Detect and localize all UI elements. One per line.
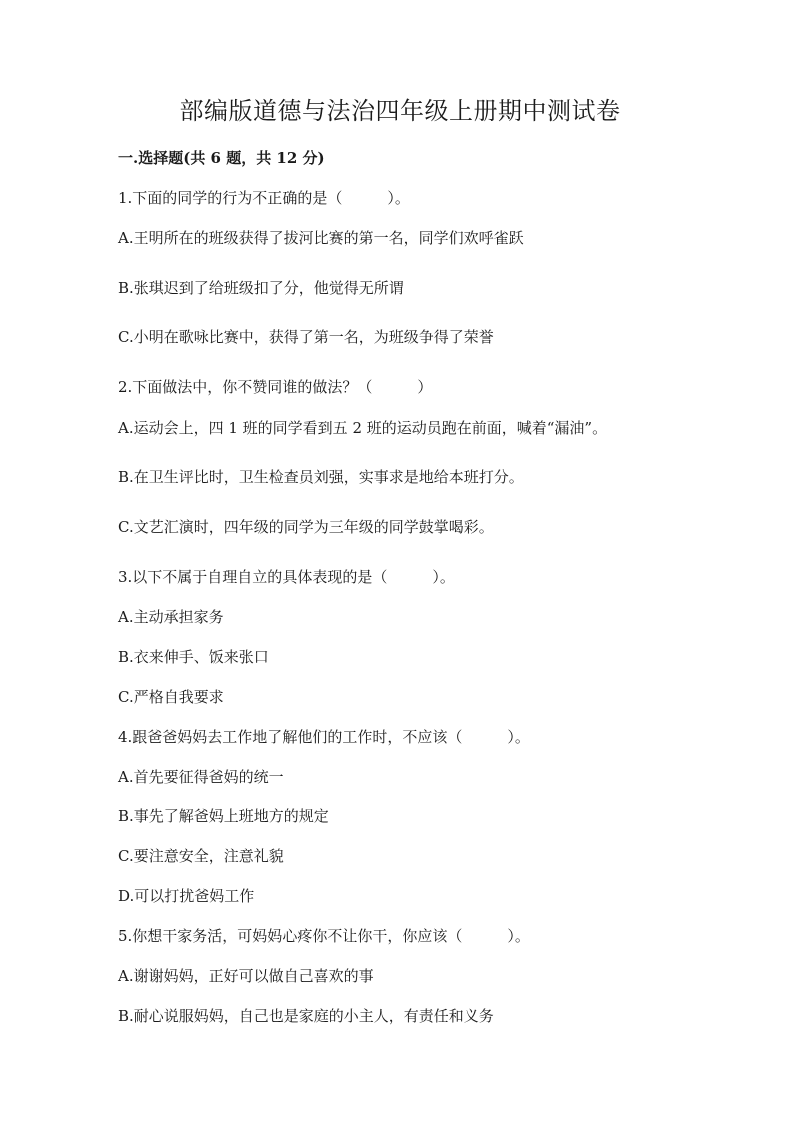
question-3: 3.以下不属于自理自立的具体表现的是（ ）。 xyxy=(118,568,455,586)
section-heading: 一.选择题(共 6 题，共 12 分) xyxy=(118,149,325,167)
question-4-option-a: A.首先要征得爸妈的统一 xyxy=(118,768,284,786)
question-5: 5.你想干家务活，可妈妈心疼你不让你干，你应该（ ）。 xyxy=(118,927,530,945)
question-5-option-b: B.耐心说服妈妈，自己也是家庭的小主人，有责任和义务 xyxy=(118,1007,494,1025)
question-4-option-b: B.事先了解爸妈上班地方的规定 xyxy=(118,807,329,825)
question-3-option-c: C.严格自我要求 xyxy=(118,688,224,706)
question-2-option-b: B.在卫生评比时，卫生检查员刘强，实事求是地给本班打分。 xyxy=(118,468,524,486)
question-3-option-a: A.主动承担家务 xyxy=(118,608,224,626)
question-5-option-a: A.谢谢妈妈，正好可以做自己喜欢的事 xyxy=(118,967,374,985)
question-2-option-c: C.文艺汇演时，四年级的同学为三年级的同学鼓掌喝彩。 xyxy=(118,518,494,536)
question-3-option-b: B.衣来伸手、饭来张口 xyxy=(118,648,269,666)
question-1-option-b: B.张琪迟到了给班级扣了分，他觉得无所谓 xyxy=(118,279,404,297)
question-1-option-a: A.王明所在的班级获得了拔河比赛的第一名，同学们欢呼雀跃 xyxy=(118,229,524,247)
question-4: 4.跟爸爸妈妈去工作地了解他们的工作时，不应该（ ）。 xyxy=(118,728,530,746)
page-title: 部编版道德与法治四年级上册期中测试卷 xyxy=(179,97,621,125)
question-2-option-a: A.运动会上，四 1 班的同学看到五 2 班的运动员跑在前面，喊着“漏油”。 xyxy=(118,419,608,437)
question-1-option-c: C.小明在歌咏比赛中，获得了第一名，为班级争得了荣誉 xyxy=(118,328,494,346)
question-2: 2.下面做法中，你不赞同谁的做法？（ ） xyxy=(118,378,433,396)
question-1: 1.下面的同学的行为不正确的是（ ）。 xyxy=(118,189,410,207)
question-4-option-d: D.可以打扰爸妈工作 xyxy=(118,887,255,905)
question-4-option-c: C.要注意安全，注意礼貌 xyxy=(118,847,284,865)
